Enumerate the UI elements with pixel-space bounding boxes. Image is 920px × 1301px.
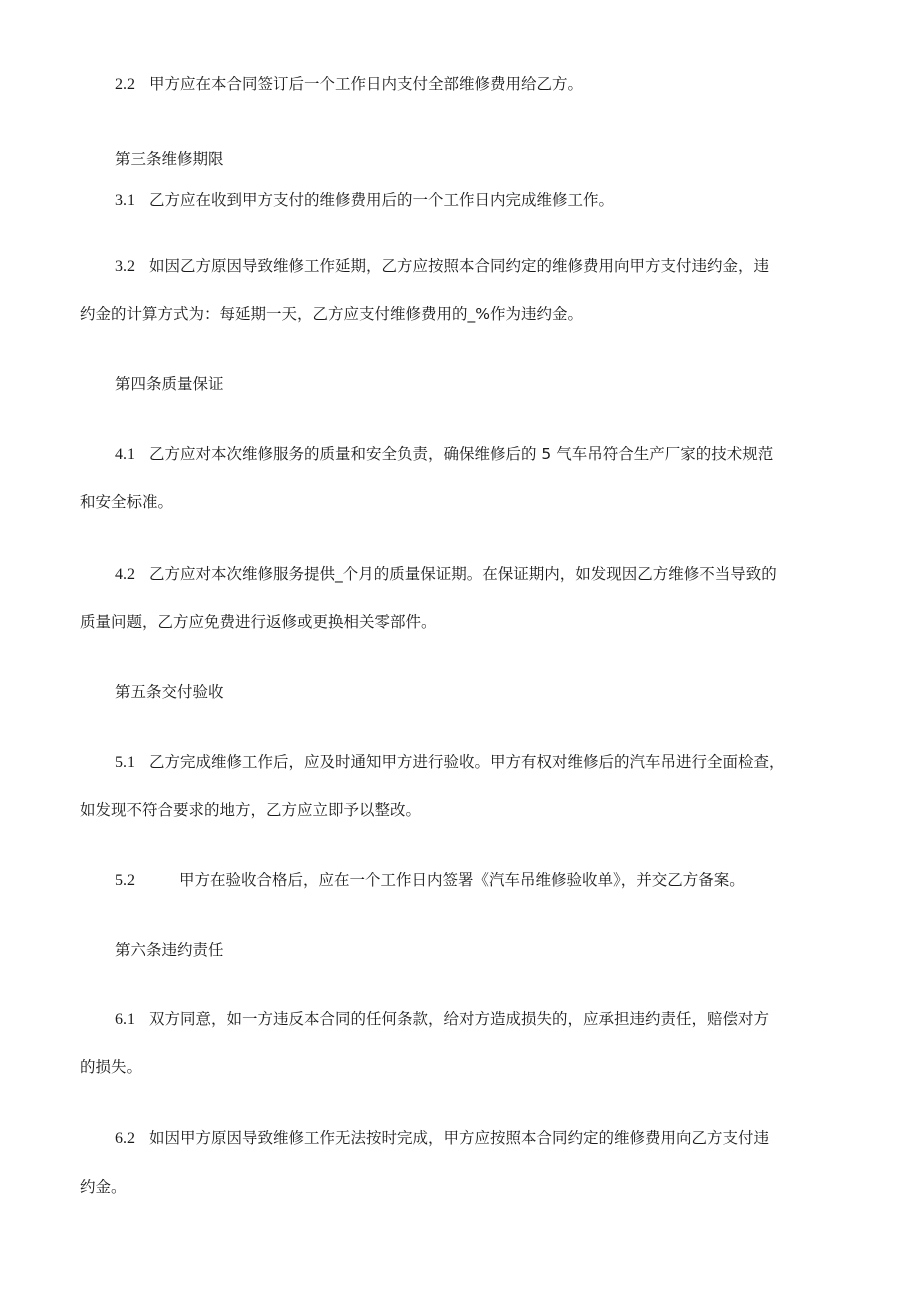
clause-number: 5.1 (115, 754, 135, 771)
clause-text: 甲方应在本合同签订后一个工作日内支付全部维修费用给乙方。 (149, 75, 584, 93)
clause-4-2 (115, 563, 777, 586)
clause-3-1 (115, 189, 614, 212)
clause-text-line1: 如因乙方原因导致维修工作延期，乙方应按照本合同约定的维修费用向甲方支付违约金，违 (149, 257, 770, 275)
clause-number: 4.2 (115, 566, 135, 583)
clause-text-line1: 乙方完成维修工作后，应及时通知甲方进行验收。甲方有权对维修后的汽车吊进行全面检查， (149, 753, 785, 771)
clause-number: 4.1 (115, 446, 135, 463)
clause-text-line1: 乙方应对本次维修服务提供_个月的质量保证期。在保证期内，如发现因乙方维修不当导致的 (149, 565, 777, 583)
clause-4-1 (115, 443, 773, 466)
clause-2-2 (115, 73, 583, 96)
clause-text-line1: 如因甲方原因导致维修工作无法按时完成，甲方应按照本合同约定的维修费用向乙方支付违 (149, 1129, 770, 1147)
article-6-heading: 第六条违约责任 (115, 941, 224, 959)
clause-text: 乙方应在收到甲方支付的维修费用后的一个工作日内完成维修工作。 (149, 191, 615, 209)
clause-number: 6.1 (115, 1011, 135, 1028)
clause-5-2 (115, 869, 745, 892)
clause-5-1 (115, 751, 785, 774)
article-5-heading: 第五条交付验收 (115, 683, 224, 701)
clause-3-2 (115, 255, 769, 278)
clause-number: 3.1 (115, 192, 135, 209)
clause-number: 5.2 (115, 872, 135, 889)
clause-6-1-continuation: 的损失。 (80, 1058, 143, 1076)
clause-3-2-continuation: 约金的计算方式为：每延期一天，乙方应支付维修费用的_%作为违约金。 (80, 305, 583, 323)
clause-6-2-continuation: 约金。 (80, 1178, 127, 1196)
clause-4-1-continuation: 和安全标准。 (80, 493, 174, 511)
clause-text-line1: 乙方应对本次维修服务的质量和安全负责，确保维修后的 5 气车吊符合生产厂家的技术规范 (149, 445, 774, 463)
clause-6-1 (115, 1008, 769, 1031)
article-4-heading: 第四条质量保证 (115, 375, 224, 393)
clause-5-1-continuation: 如发现不符合要求的地方，乙方应立即予以整改。 (80, 801, 422, 819)
clause-number: 3.2 (115, 258, 135, 275)
clause-4-2-continuation: 质量问题，乙方应免费进行返修或更换相关零部件。 (80, 613, 437, 631)
clause-number: 2.2 (115, 76, 135, 93)
clause-text: 甲方在验收合格后，应在一个工作日内签署《汽车吊维修验收单》，并交乙方备案。 (179, 871, 745, 889)
article-3-heading: 第三条维修期限 (115, 150, 224, 168)
clause-text-line1: 双方同意，如一方违反本合同的任何条款，给对方造成损失的，应承担违约责任，赔偿对方 (149, 1010, 770, 1028)
clause-6-2 (115, 1127, 769, 1150)
clause-number: 6.2 (115, 1130, 135, 1147)
